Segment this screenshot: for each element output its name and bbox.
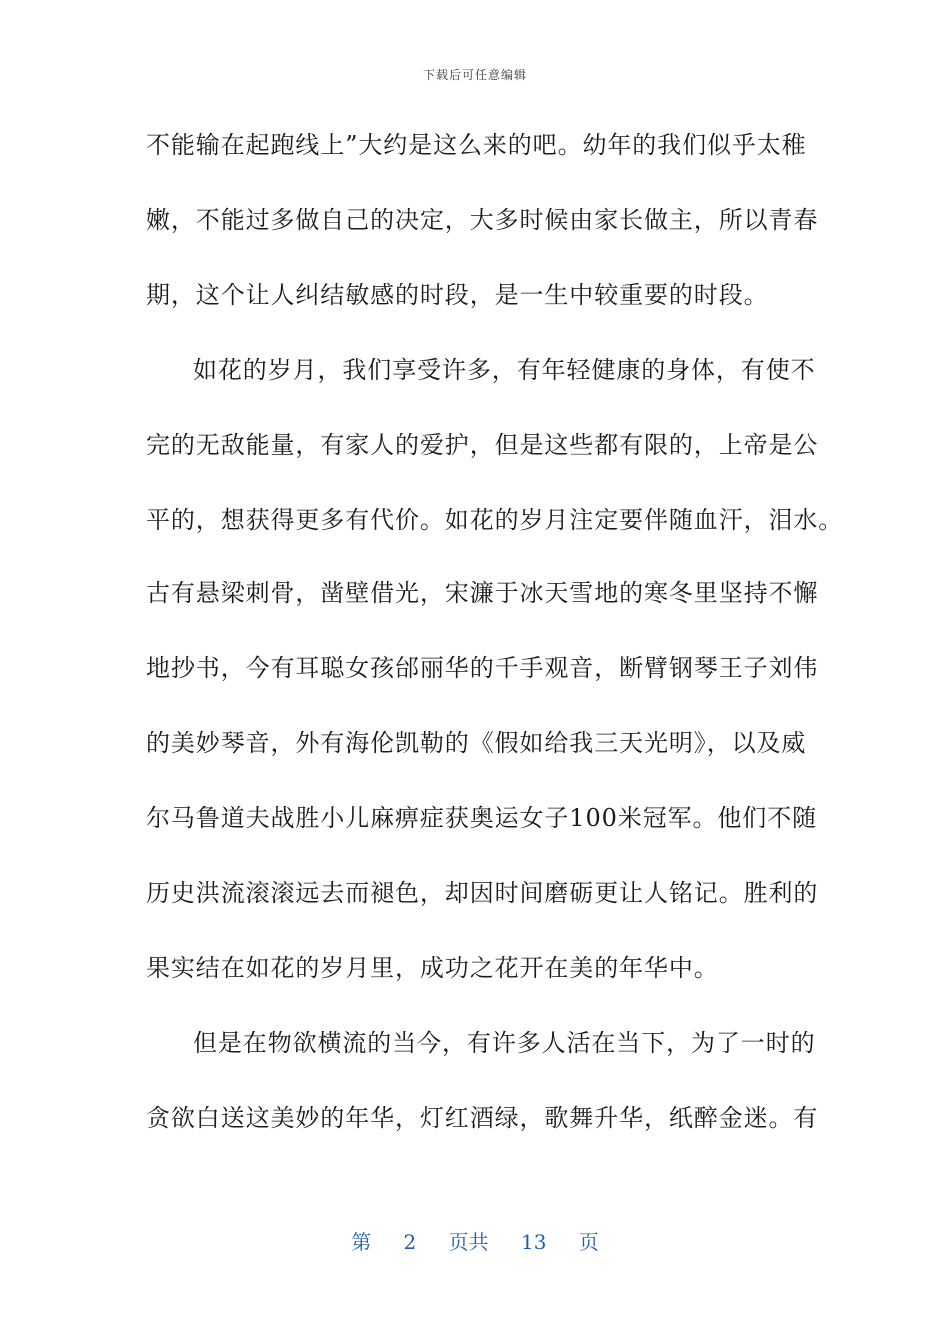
text-line: 古有悬梁刺骨，凿壁借光，宋濂于冰天雪地的寒冬里坚持不懈 — [146, 579, 819, 607]
text-line: 不能输在起跑线上”大约是这么来的吧。幼年的我们似乎太稚 — [146, 131, 807, 159]
footer-suffix: 页 — [578, 1230, 599, 1254]
text-line: 的美妙琴音，外有海伦凯勒的《假如给我三天光明》，以及威 — [146, 729, 807, 757]
text-line: 果实结在如花的岁月里，成功之花开在美的年华中。 — [146, 954, 719, 982]
text-line: 尔马鲁道夫战胜小儿麻痹症获奥运女子100米冠军。他们不随 — [146, 804, 818, 832]
total-page-count: 13 — [521, 1230, 547, 1254]
text-line: 贪欲白送这美妙的年华，灯红酒绿，歌舞升华，纸醉金迷。有 — [146, 1104, 819, 1132]
page-header: 下载后可任意编辑 — [422, 68, 527, 82]
text-line: 期，这个让人纠结敏感的时段，是一生中较重要的时段。 — [146, 281, 769, 309]
paragraph-start-line: 如花的岁月，我们享受许多，有年轻健康的身体，有使不 — [193, 356, 816, 384]
page-footer — [0, 1226, 950, 1255]
text-line: 完的无敌能量，有家人的爱护，但是这些都有限的，上帝是公 — [146, 431, 819, 459]
text-line: 历史洪流滚滚远去而褪色，却因时间磨砺更让人铭记。胜利的 — [146, 879, 819, 907]
paragraph-start-line: 但是在物欲横流的当今，有许多人活在当下，为了一时的 — [193, 1029, 816, 1057]
text-line: 平的，想获得更多有代价。如花的岁月注定要伴随血汗，泪水。 — [146, 506, 844, 534]
text-line: 地抄书，今有耳聪女孩邰丽华的千手观音，断臂钢琴王子刘伟 — [146, 654, 819, 682]
text-line: 嫩，不能过多做自己的决定，大多时候由家长做主，所以青春 — [146, 206, 819, 234]
footer-prefix: 第 — [351, 1230, 372, 1254]
footer-middle: 页共 — [448, 1230, 489, 1254]
current-page-number: 2 — [403, 1230, 417, 1254]
